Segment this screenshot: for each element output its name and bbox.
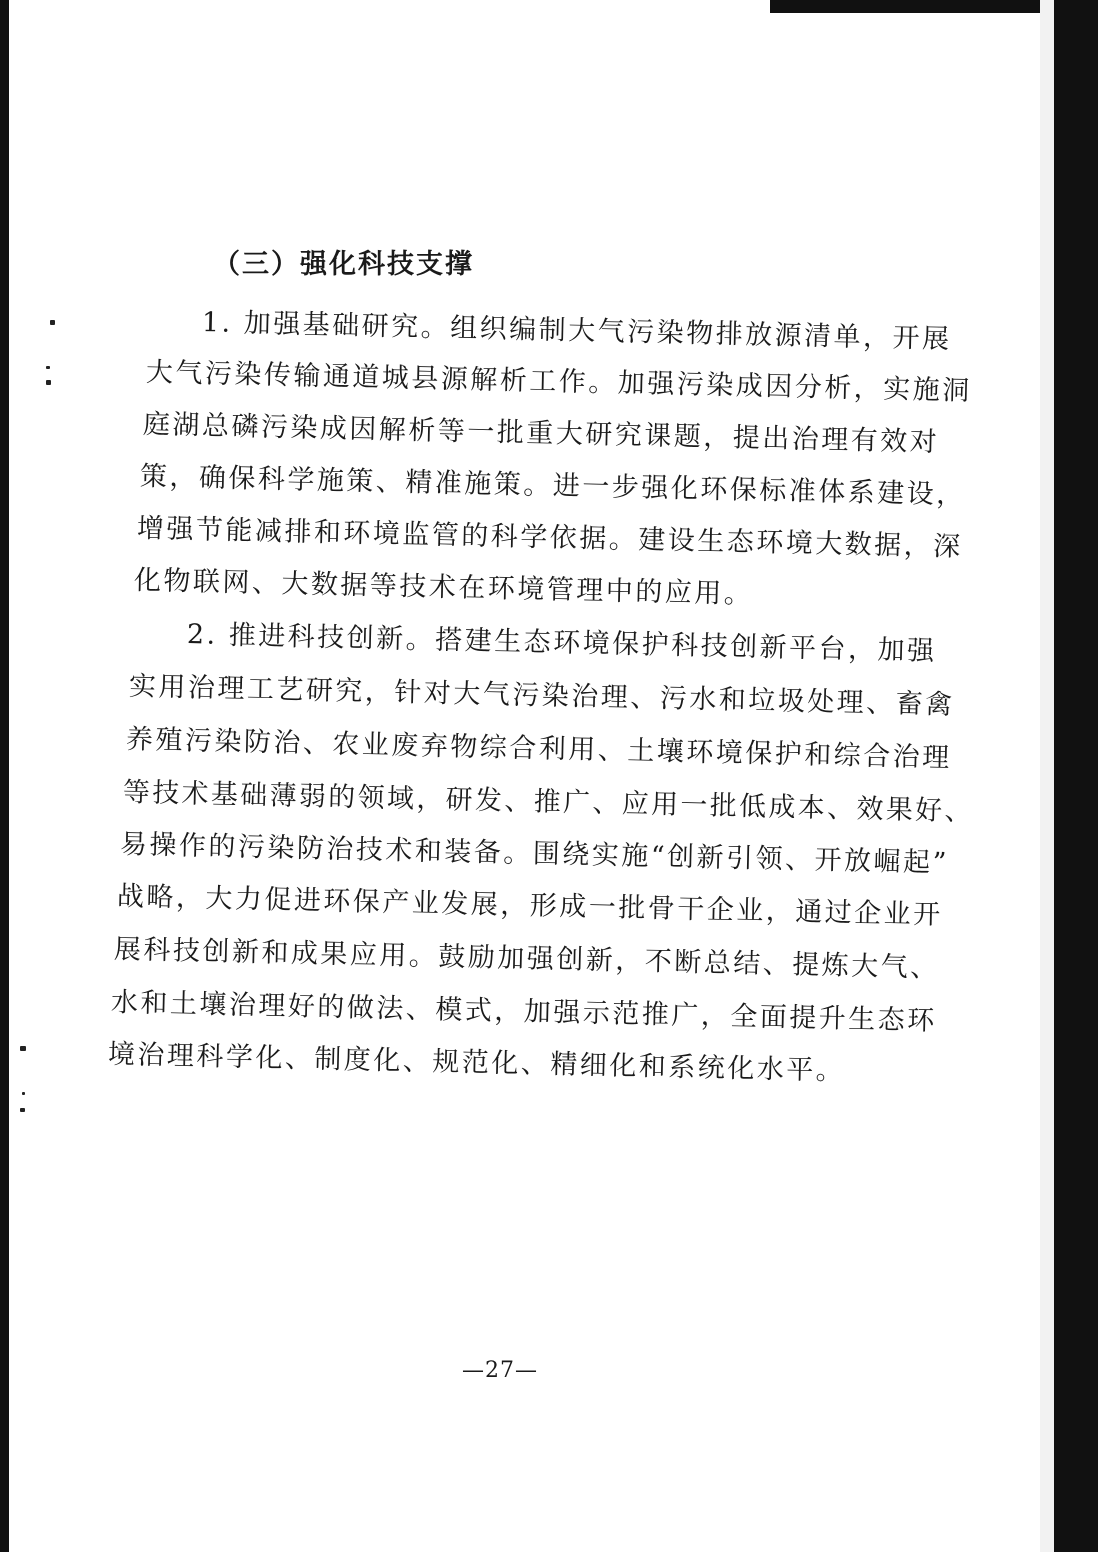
scan-speck bbox=[20, 1046, 26, 1051]
body-line: 等技术基础薄弱的领域，研发、推广、应用一批低成本、效果好、 bbox=[122, 777, 975, 828]
body-line: 2. 推进科技创新。搭建生态环境保护科技创新平台，加强 bbox=[186, 619, 937, 668]
scan-speck bbox=[20, 1108, 25, 1112]
body-line: 养殖污染防治、农业废弃物综合利用、土壤环境保护和综合治理 bbox=[125, 724, 953, 774]
scan-speck bbox=[46, 366, 50, 369]
scan-edge-right bbox=[1054, 0, 1098, 1552]
body-line: 庭湖总磷污染成因解析等一批重大研究课题，提出治理有效对 bbox=[142, 409, 940, 459]
body-line: 易操作的污染防治技术和装备。围绕实施“创新引领、开放崛起” bbox=[119, 829, 950, 879]
page-number: —27— bbox=[462, 1358, 538, 1383]
body-line: 境治理科学化、制度化、规范化、精细化和系统化水平。 bbox=[107, 1039, 846, 1087]
body-line: 增强节能减排和环境监管的科学依据。建设生态环境大数据，深 bbox=[136, 513, 964, 563]
body-line: 水和土壤治理好的做法、模式，加强示范推广，全面提升生态环 bbox=[110, 987, 938, 1037]
body-line: 策，确保科学施策、精准施策。进一步强化环保标准体系建设， bbox=[139, 461, 967, 511]
body-line: 战略，大力促进环保产业发展，形成一批骨干企业，通过企业开 bbox=[116, 881, 944, 931]
scan-edge-left bbox=[0, 0, 9, 1552]
section-heading: （三）强化科技支撑 bbox=[213, 249, 474, 280]
body-line: 1. 加强基础研究。组织编制大气污染物排放源清单，开展 bbox=[201, 307, 952, 356]
scan-speck bbox=[46, 380, 51, 385]
body-line: 实用治理工艺研究，针对大气污染治理、污水和垃圾处理、畜禽 bbox=[128, 671, 956, 721]
scan-speck bbox=[22, 1092, 25, 1095]
scan-edge-right-gap bbox=[1040, 0, 1054, 1552]
body-line: 展科技创新和成果应用。鼓励加强创新，不断总结、提炼大气、 bbox=[113, 934, 941, 984]
body-line: 大气污染传输通道城县源解析工作。加强污染成因分析，实施洞 bbox=[145, 357, 973, 407]
body-line: 化物联网、大数据等技术在环境管理中的应用。 bbox=[133, 565, 754, 611]
scan-speck bbox=[50, 320, 55, 325]
